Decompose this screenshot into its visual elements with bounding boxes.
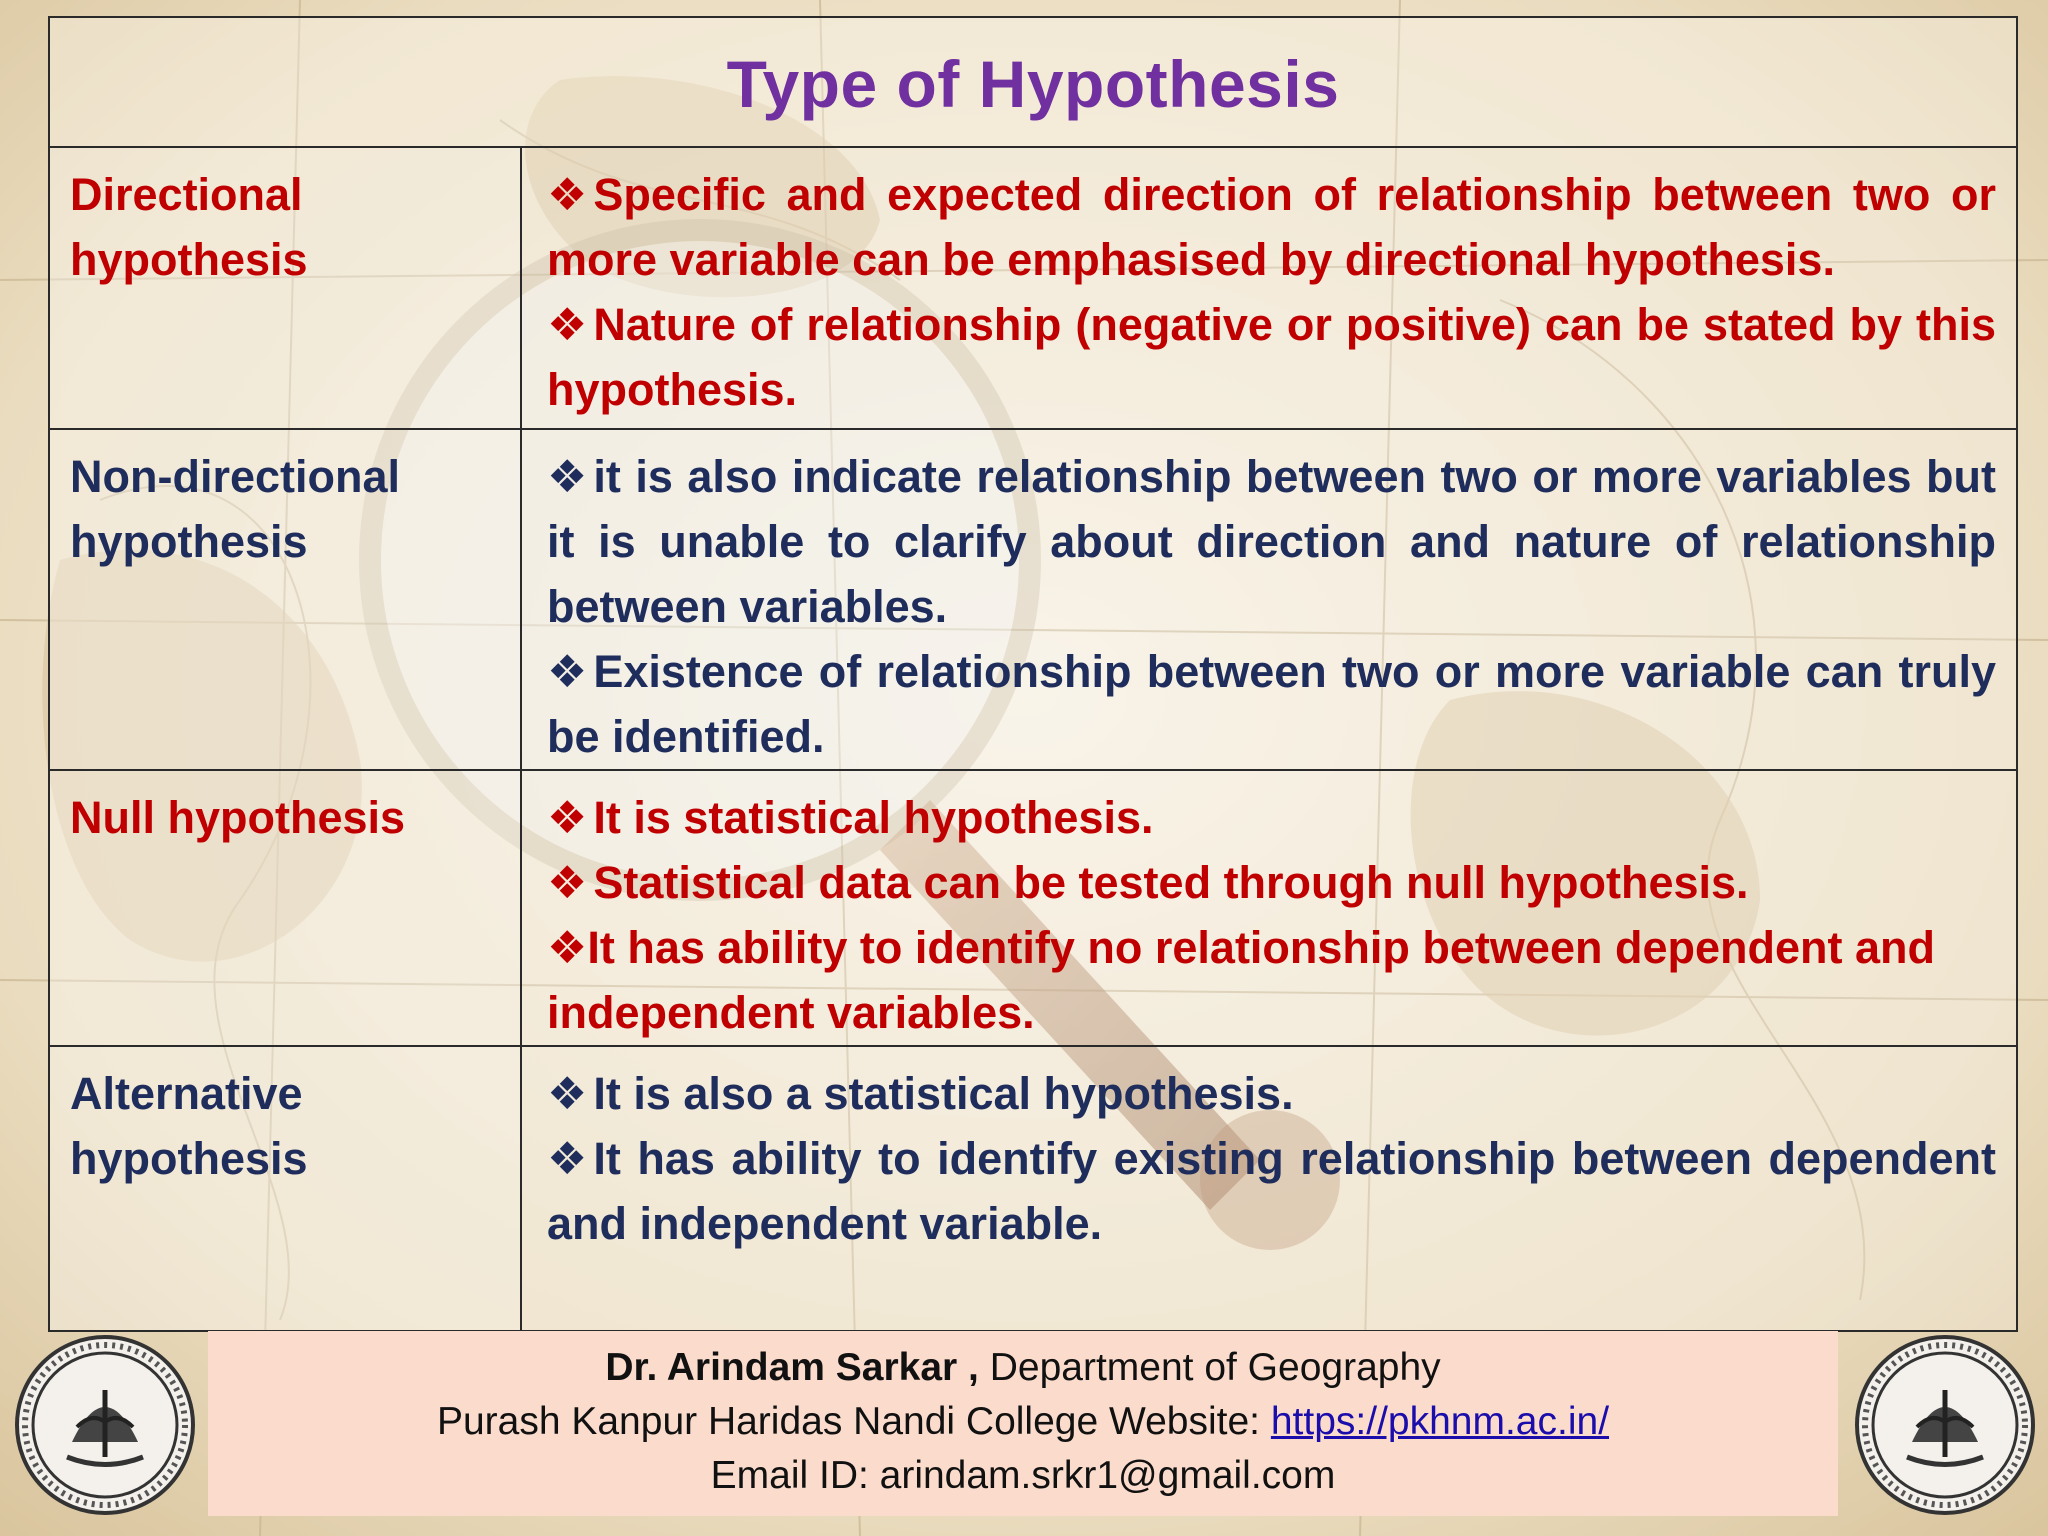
bullet-point [547, 850, 1996, 915]
bullet-text: It has ability to identify existing relationship between dependent and independent variable. [547, 1133, 1996, 1249]
college-label: Purash Kanpur Haridas Nandi College Website: [436, 1400, 1271, 1443]
four-diamond-bullet-icon: ❖ [547, 792, 588, 843]
four-diamond-bullet-icon: ❖ [547, 299, 588, 350]
bullet-text: It is statistical hypothesis. [593, 792, 1154, 843]
hypothesis-type-cell [49, 1046, 521, 1331]
table-row-directional [49, 147, 2017, 429]
four-diamond-bullet-icon: ❖ [547, 646, 588, 697]
title-row [49, 17, 2017, 147]
department-text: Department of Geography [978, 1346, 1441, 1389]
bullet-text: It is also a statistical hypothesis. [593, 1068, 1294, 1119]
bullet-text: Specific and expected direction of relationship between two or more variable can be emphasised by directional hypothesis. [547, 169, 1996, 285]
four-diamond-bullet-icon: ❖ [547, 1068, 588, 1119]
bullet-point [547, 1061, 1996, 1126]
college-seal-logo [1852, 1332, 2038, 1518]
table-row-non-directional [49, 429, 2017, 770]
bullet-point [547, 639, 1996, 769]
table-row-alternative [49, 1046, 2017, 1331]
hypothesis-type-label: Directional hypothesis [70, 169, 308, 285]
four-diamond-bullet-icon: ❖ [547, 1133, 588, 1184]
four-diamond-bullet-icon: ❖ [547, 857, 588, 908]
hypothesis-type-cell [49, 770, 521, 1046]
slide-title: Type of Hypothesis [726, 47, 1340, 121]
website-link[interactable]: https://pkhnm.ac.in/ [1270, 1400, 1610, 1443]
footer-email-line: Email ID: arindam.srkr1@gmail.com [710, 1454, 1336, 1497]
hypothesis-description-cell [521, 147, 2017, 429]
four-diamond-bullet-icon: ❖ [547, 169, 588, 220]
college-seal-logo [12, 1332, 198, 1518]
hypothesis-type-label: Alternative hypothesis [70, 1068, 308, 1184]
bullet-text: it is also indicate relationship between two or more variables but it is unable to clarify about direction and nature of relationship between variables. [547, 451, 1996, 632]
bullet-point [547, 915, 1996, 1045]
bullet-point [547, 785, 1996, 850]
hypothesis-table [48, 16, 2018, 1332]
bullet-point [547, 444, 1996, 639]
hypothesis-type-label: Non-directional hypothesis [70, 451, 401, 567]
footer-credits [208, 1331, 1838, 1516]
hypothesis-type-cell [49, 429, 521, 770]
bullet-text: Statistical data can be tested through null hypothesis. [593, 857, 1749, 908]
bullet-point [547, 162, 1996, 292]
hypothesis-description-cell [521, 429, 2017, 770]
four-diamond-bullet-icon: ❖ [547, 922, 588, 973]
title-cell [49, 17, 2017, 147]
bullet-text: Existence of relationship between two or more variable can truly be identified. [547, 646, 1996, 762]
hypothesis-type-label: Null hypothesis [70, 792, 406, 843]
hypothesis-description-cell [521, 1046, 2017, 1331]
hypothesis-type-cell [49, 147, 521, 429]
bullet-text: Nature of relationship (negative or positive) can be stated by this hypothesis. [547, 299, 1996, 415]
footer-college-line [208, 1395, 1838, 1449]
table-row-null [49, 770, 2017, 1046]
bullet-point [547, 292, 1996, 422]
four-diamond-bullet-icon: ❖ [547, 451, 588, 502]
author-name: Dr. Arindam Sarkar , [605, 1346, 979, 1389]
footer-author-line [208, 1341, 1838, 1395]
hypothesis-description-cell [521, 770, 2017, 1046]
bullet-point [547, 1126, 1996, 1256]
bullet-text: It has ability to identify no relationship between dependent and independent variables. [547, 922, 1935, 1038]
